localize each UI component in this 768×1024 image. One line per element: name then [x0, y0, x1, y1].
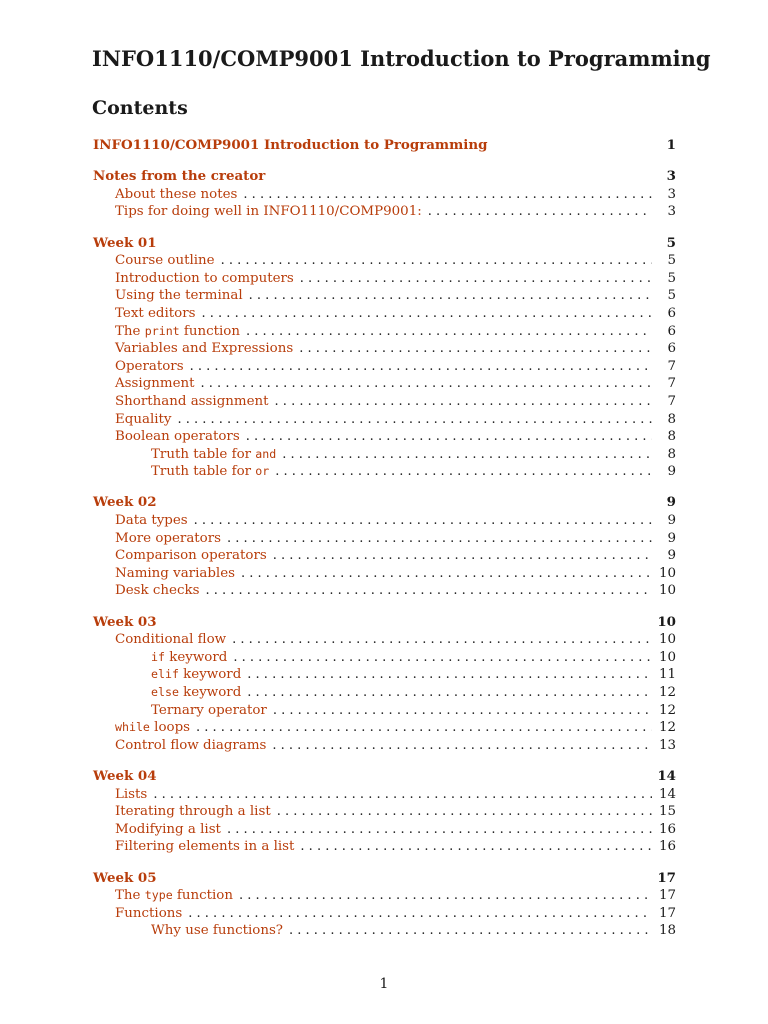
toc-dot-leader [201, 375, 652, 393]
toc-entry-label [115, 631, 226, 649]
toc-page-number: 12 [658, 720, 676, 736]
toc-subsection-entry[interactable] [93, 737, 676, 755]
toc-entry-text: Comparison operators [115, 548, 267, 564]
toc-dot-leader [300, 838, 652, 856]
toc-dot-leader [202, 305, 652, 323]
toc-dot-leader [196, 719, 652, 737]
toc-entry-label [115, 323, 240, 341]
toc-entry-label [151, 649, 227, 667]
toc-entry-text: keyword [178, 685, 242, 700]
toc-dot-leader [299, 340, 652, 358]
toc-dot-leader [232, 631, 652, 649]
toc-entry-text: Week 03 [93, 613, 157, 630]
toc-page-number: 8 [667, 429, 676, 445]
toc-page-number: 8 [667, 411, 676, 427]
toc-subsubsection-entry[interactable] [93, 922, 676, 940]
toc-page-number: 17 [657, 869, 676, 886]
toc-page-number: 6 [667, 323, 676, 339]
toc-entry-label [115, 186, 237, 204]
toc-dot-leader [194, 512, 652, 530]
toc-entry-label [115, 375, 195, 393]
toc-entry-text: Ternary operator [151, 702, 267, 718]
toc-entry-label [115, 786, 147, 804]
toc-entry-text: More operators [115, 530, 222, 546]
toc-page-number: 13 [658, 737, 676, 753]
toc-section-entry[interactable] [93, 614, 676, 632]
toc-dot-leader [221, 252, 652, 270]
toc-page-number: 14 [657, 767, 676, 784]
toc-page-number: 7 [667, 358, 676, 374]
toc-entry-code-text: elif [151, 667, 179, 682]
toc-page-number: 10 [658, 583, 676, 599]
toc-page-number: 10 [658, 565, 676, 581]
toc-page-number: 6 [667, 341, 676, 357]
toc-entry-text: Lists [115, 786, 148, 802]
toc-page-number: 18 [658, 923, 676, 939]
toc-page-number: 1 [666, 137, 676, 153]
toc-entry-text: Boolean operators [115, 429, 240, 445]
toc-page-number: 8 [667, 446, 676, 462]
toc-dot-leader [239, 887, 652, 905]
toc-subsection-entry[interactable] [93, 530, 676, 548]
toc-dot-leader [277, 803, 652, 821]
toc-entry-label [115, 905, 182, 923]
toc-dot-leader [177, 411, 652, 429]
page-number: 1 [379, 976, 389, 992]
toc-entry-label [115, 340, 293, 358]
toc-entry-code-text: if [151, 649, 165, 664]
toc-subsubsection-entry[interactable] [93, 666, 676, 684]
toc-subsection-entry[interactable] [93, 631, 676, 649]
toc-entry-text: Week 01 [93, 234, 157, 251]
toc-entry-text: Filtering elements in a list [115, 839, 295, 855]
toc-entry-text: function [172, 888, 233, 904]
toc-entry-label [93, 870, 157, 888]
toc-page-number: 12 [658, 685, 676, 700]
toc-entry-label [115, 411, 171, 429]
toc-dot-leader [249, 287, 652, 305]
toc-page-number: 11 [658, 667, 676, 683]
toc-entry-label [151, 463, 269, 481]
toc-entry-text: Variables and Expressions [115, 341, 294, 357]
toc-page-number: 3 [667, 186, 676, 202]
toc-entry-text: About these notes [115, 186, 238, 202]
toc-subsection-entry[interactable] [93, 270, 676, 288]
toc-subsection-entry[interactable] [93, 287, 676, 305]
toc-subsection-entry[interactable] [93, 547, 676, 565]
toc-entry-label [115, 203, 422, 221]
toc-dot-leader [282, 446, 652, 464]
toc-entry-text: function [179, 323, 240, 339]
toc-dot-leader [289, 922, 652, 940]
toc-page-number: 17 [658, 905, 676, 921]
toc-entry-text: Using the terminal [115, 288, 243, 304]
toc-entry-label [115, 737, 266, 755]
toc-entry-text: Functions [115, 905, 183, 921]
toc-entry-text: Course outline [115, 253, 215, 269]
toc-subsubsection-entry[interactable] [93, 684, 676, 702]
toc-entry-text: Iterating through a list [115, 804, 271, 820]
toc-page-number: 7 [667, 393, 676, 409]
toc-entry-text: Tips for doing well in INFO1110/COMP9001: [115, 204, 422, 220]
toc-entry-label [115, 530, 221, 548]
toc-entry-code-text: print [144, 323, 180, 338]
toc-dot-leader [247, 666, 652, 684]
toc-subsubsection-entry[interactable] [93, 702, 676, 720]
toc-entry-text: Assignment [115, 376, 195, 392]
toc-subsection-entry[interactable] [93, 203, 676, 221]
toc-subsubsection-entry[interactable] [93, 463, 676, 481]
toc-page-number: 5 [667, 270, 676, 286]
toc-entry-text: Week 04 [93, 767, 157, 784]
toc-entry-text: Data types [115, 513, 188, 529]
toc-entry-code-text: type [144, 888, 173, 903]
toc-subsection-entry[interactable] [93, 786, 676, 804]
toc-entry-label [115, 821, 221, 839]
toc-entry-code-text: and [255, 446, 277, 461]
table-of-contents [93, 137, 676, 940]
toc-entry-label [93, 137, 487, 155]
toc-page-number: 16 [658, 839, 676, 855]
toc-entry-label [151, 922, 283, 940]
toc-section-entry[interactable] [93, 494, 676, 512]
toc-page-number: 6 [667, 305, 676, 321]
toc-dot-leader [227, 821, 652, 839]
toc-entry-label [151, 666, 241, 684]
toc-entry-text: INFO1110/COMP9001 Introduction to Programming [93, 137, 488, 153]
toc-entry-text: Shorthand assignment [115, 393, 269, 409]
toc-subsection-entry[interactable] [93, 393, 676, 411]
toc-entry-label [93, 614, 157, 632]
toc-page-number: 9 [667, 513, 676, 529]
toc-entry-text: Introduction to computers [115, 270, 294, 286]
toc-dot-leader [246, 428, 652, 446]
toc-section-entry[interactable] [93, 137, 676, 155]
toc-entry-code-text: else [151, 685, 179, 699]
toc-entry-text: Naming variables [115, 565, 235, 581]
toc-entry-text: Week 02 [93, 494, 157, 511]
toc-entry-text: The [115, 323, 145, 339]
toc-section-entry[interactable] [93, 870, 676, 888]
toc-entry-label [115, 512, 188, 530]
toc-page-number: 3 [666, 168, 676, 185]
toc-entry-label [93, 494, 157, 512]
toc-entry-label [93, 168, 265, 186]
toc-entry-label [115, 838, 294, 856]
toc-page-number: 9 [667, 464, 676, 480]
toc-entry-text: Notes from the creator [93, 168, 266, 185]
toc-entry-code-text: or [255, 464, 270, 479]
toc-dot-leader [275, 393, 652, 411]
toc-entry-label [115, 582, 199, 600]
toc-page-number: 9 [667, 548, 676, 564]
toc-section-entry[interactable] [93, 235, 676, 253]
toc-subsection-entry[interactable] [93, 565, 676, 583]
toc-entry-label [115, 547, 267, 565]
toc-page-number: 9 [666, 494, 676, 511]
toc-entry-text: Control flow diagrams [115, 737, 267, 753]
toc-entry-label [115, 719, 190, 737]
toc-page-number: 5 [667, 253, 676, 269]
toc-entry-label [115, 565, 235, 583]
toc-entry-label [115, 803, 271, 821]
toc-entry-label [115, 270, 294, 288]
toc-entry-text: Why use functions? [151, 923, 283, 939]
toc-entry-text: Week 05 [93, 869, 157, 886]
toc-entry-text: Desk checks [115, 583, 200, 599]
toc-entry-label [115, 305, 196, 323]
toc-subsection-entry[interactable] [93, 252, 676, 270]
toc-page-number: 10 [657, 613, 676, 630]
toc-entry-label [151, 702, 267, 720]
toc-entry-label [151, 446, 276, 464]
toc-subsection-entry[interactable] [93, 803, 676, 821]
toc-entry-text: loops [149, 720, 191, 736]
toc-subsection-entry[interactable] [93, 838, 676, 856]
toc-entry-label [115, 287, 243, 305]
toc-dot-leader [247, 684, 652, 702]
toc-entry-text: Text editors [115, 305, 196, 321]
toc-subsection-entry[interactable] [93, 719, 676, 737]
toc-subsubsection-entry[interactable] [93, 649, 676, 667]
toc-dot-leader [273, 547, 652, 565]
toc-page-number: 9 [667, 530, 676, 546]
toc-subsection-entry[interactable] [93, 428, 676, 446]
toc-subsection-entry[interactable] [93, 887, 676, 905]
toc-entry-text: keyword [164, 649, 228, 665]
toc-entry-text: keyword [178, 667, 242, 683]
toc-page-number: 16 [658, 821, 676, 837]
toc-entry-label [93, 768, 157, 786]
toc-section-entry[interactable] [93, 768, 676, 786]
toc-entry-text: Conditional flow [115, 632, 227, 648]
toc-entry-text: Equality [115, 411, 172, 427]
toc-entry-code-text: while [115, 720, 150, 735]
toc-dot-leader [273, 702, 652, 720]
toc-dot-leader [190, 358, 652, 376]
toc-entry-label [115, 358, 184, 376]
toc-entry-label [115, 252, 215, 270]
toc-subsection-entry[interactable] [93, 323, 676, 341]
toc-subsection-entry[interactable] [93, 411, 676, 429]
toc-subsection-entry[interactable] [93, 582, 676, 600]
toc-dot-leader [300, 270, 652, 288]
toc-page-number: 7 [667, 376, 676, 392]
toc-page-number: 12 [658, 702, 676, 718]
toc-page-number: 15 [658, 804, 676, 820]
toc-dot-leader [243, 186, 652, 204]
toc-dot-leader [241, 565, 652, 583]
toc-entry-text: The [115, 888, 145, 904]
document-title: INFO1110/COMP9001 Introduction to Programming [92, 46, 711, 71]
toc-page-number: 5 [667, 288, 676, 304]
toc-entry-text: Truth table for [151, 464, 256, 480]
toc-subsection-entry[interactable] [93, 512, 676, 530]
toc-entry-label [115, 887, 233, 905]
toc-subsection-entry[interactable] [93, 305, 676, 323]
toc-page-number: 17 [658, 888, 676, 904]
toc-dot-leader [246, 323, 652, 341]
toc-dot-leader [233, 649, 652, 667]
toc-dot-leader [188, 905, 652, 923]
toc-entry-label [115, 428, 240, 446]
toc-subsection-entry[interactable] [93, 375, 676, 393]
toc-dot-leader [227, 530, 652, 548]
toc-subsubsection-entry[interactable] [93, 446, 676, 464]
toc-page-number: 14 [658, 786, 676, 802]
toc-entry-text: Truth table for [151, 446, 256, 462]
toc-entry-label [115, 393, 269, 411]
toc-dot-leader [205, 582, 652, 600]
toc-dot-leader [153, 786, 652, 804]
toc-section-entry[interactable] [93, 168, 676, 186]
toc-subsection-entry[interactable] [93, 340, 676, 358]
toc-page-number: 3 [667, 204, 676, 220]
toc-subsection-entry[interactable] [93, 821, 676, 839]
toc-entry-text: Modifying a list [115, 821, 221, 837]
toc-dot-leader [428, 203, 652, 221]
toc-subsection-entry[interactable] [93, 358, 676, 376]
toc-dot-leader [275, 463, 652, 481]
contents-heading: Contents [92, 97, 188, 119]
toc-page-number: 10 [658, 649, 676, 665]
toc-subsection-entry[interactable] [93, 186, 676, 204]
toc-subsection-entry[interactable] [93, 905, 676, 923]
toc-entry-label [93, 235, 157, 253]
toc-entry-text: Operators [115, 358, 184, 374]
toc-entry-label [151, 684, 241, 702]
toc-page-number: 10 [658, 632, 676, 648]
toc-page-number: 5 [666, 234, 676, 251]
toc-dot-leader [272, 737, 652, 755]
